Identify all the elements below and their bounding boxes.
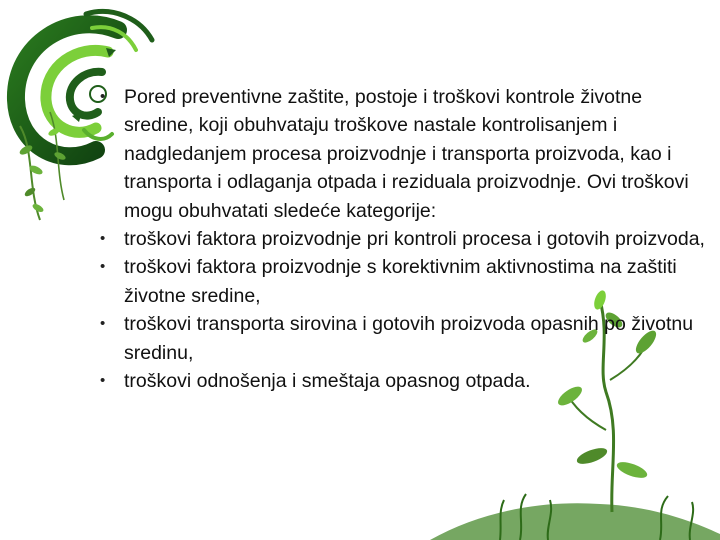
bullet-text: troškovi transporta sirovina i gotovih proizvoda opasnih po životnu sredinu, (124, 313, 694, 364)
bullet-dot-icon: • (100, 88, 106, 105)
bullet-dot-icon: • (100, 230, 106, 248)
bullet-dot-icon: • (100, 372, 106, 390)
bullet-text: troškovi faktora proizvodnje pri kontroli procesa i gotovih proizvoda, (124, 228, 705, 251)
bullet-dot-icon: • (100, 258, 106, 276)
slide-content (96, 83, 708, 395)
bullet-text: troškovi odnošenja i smeštaja opasnog otpada. (124, 370, 531, 393)
bullet-text: Pored preventivne zaštite, postoje i troškovi kontrole životne sredine, koji obuhvataju troškove nastale kontrolisanjem i nadgledanjem procesa proizvodnje i transporta proizvoda, kao i transporta i odlaganja otpada i reziduala proizvodnje. Ovi troškovi mogu obuhvatati sledeće kategorije: (124, 86, 689, 222)
bullet-list (96, 83, 708, 395)
bullet-item (96, 83, 708, 225)
bullet-text: troškovi faktora proizvodnje s korektivnim aktivnostima na zaštiti životne sredine, (124, 256, 677, 307)
bullet-item (96, 310, 708, 367)
bullet-item (96, 253, 708, 310)
bullet-dot-icon: • (100, 315, 106, 333)
bullet-item (96, 225, 708, 253)
bullet-item (96, 367, 708, 395)
